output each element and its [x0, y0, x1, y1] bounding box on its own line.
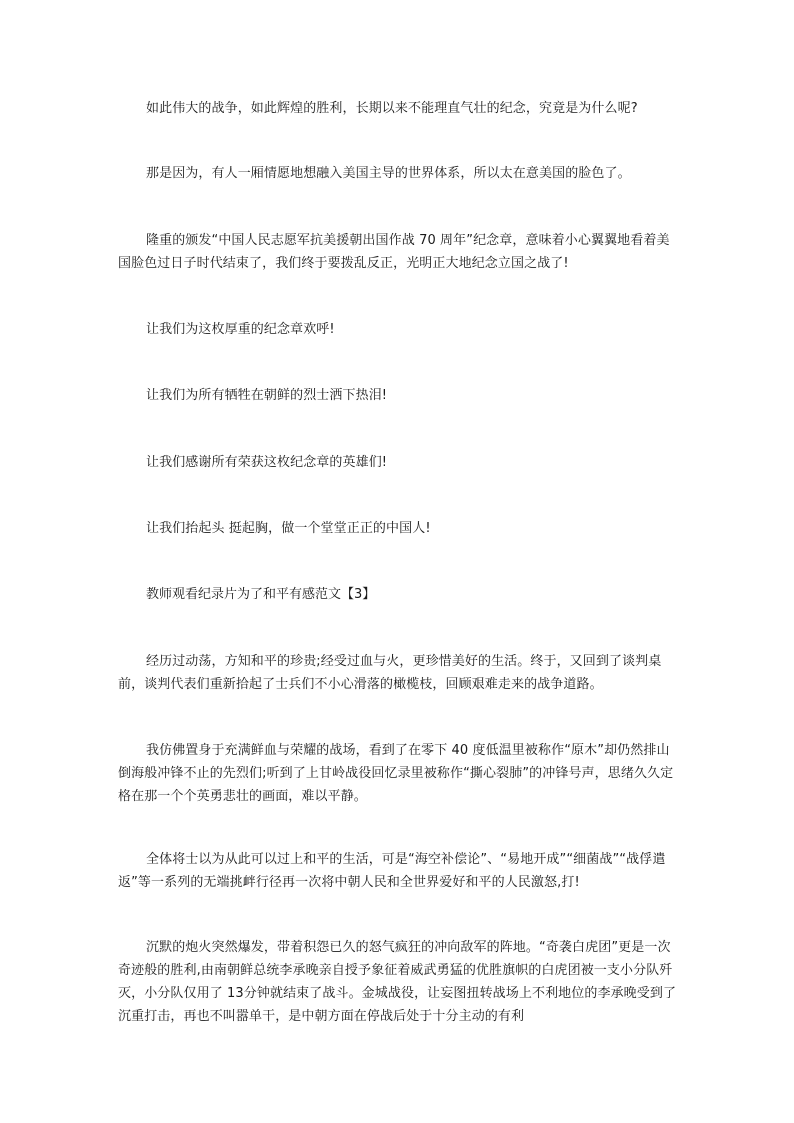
paragraph: 我仿佛置身于充满鲜血与荣耀的战场，看到了在零下 40 度低温里被称作“原木”却仍然排山倒海般冲锋不止的先烈们;听到了上甘岭战役回忆录里被称作“撕心裂肺”的冲锋号声，思绪久久定格在那一个个英勇悲壮的画面，难以平静。 [118, 743, 674, 804]
paragraph: 那是因为，有人一厢情愿地想融入美国主导的世界体系，所以太在意美国的脸色了。 [146, 166, 631, 181]
paragraph: 如此伟大的战争，如此辉煌的胜利，长期以来不能理直气壮的纪念，究竟是为什么呢? [146, 101, 638, 116]
paragraph: 让我们为所有牺牲在朝鲜的烈士洒下热泪! [146, 388, 388, 403]
paragraph: 全体将士以为从此可以过上和平的生活，可是“海空补偿论”、“易地开成”“细菌战”“战俘遣返”等一系列的无端挑衅行径再一次将中朝人民和全世界爱好和平的人民激怒,打! [118, 852, 666, 890]
paragraph: 让我们感谢所有荣获这枚纪念章的英雄们! [146, 455, 388, 470]
section-heading: 教师观看纪录片为了和平有感范文【3】 [146, 587, 376, 602]
paragraph: 沉默的炮火突然爆发，带着积怨已久的怒气疯狂的冲向敌军的阵地。“奇袭白虎团”更是一次奇迹般的胜利,由南朝鲜总统李承晚亲自授予象征着威武勇猛的优胜旗帜的白虎团被一支小分队歼灭，小分队仅用了 13分钟就结束了战斗。金城战役，让妄图扭转战场上不利地位的李承晚受到了沉重打击，再也不叫嚣单干，是中朝方面在停战后处于十分主动的有利 [118, 940, 677, 1024]
paragraph: 让我们为这枚厚重的纪念章欢呼! [146, 322, 335, 337]
paragraph: 让我们抬起头 挺起胸，做一个堂堂正正的中国人! [146, 521, 431, 536]
paragraph: 隆重的颁发“中国人民志愿军抗美援朝出国作战 70 周年”纪念章，意味着小心翼翼地看着美国脸色过日子时代结束了，我们终于要拨乱反正，光明正大地纪念立国之战了! [118, 233, 670, 271]
paragraph: 经历过动荡，方知和平的珍贵;经受过血与火，更珍惜美好的生活。终于，又回到了谈判桌前，谈判代表们重新拾起了士兵们不小心滑落的橄榄枝，回顾艰难走来的战争道路。 [118, 654, 662, 692]
